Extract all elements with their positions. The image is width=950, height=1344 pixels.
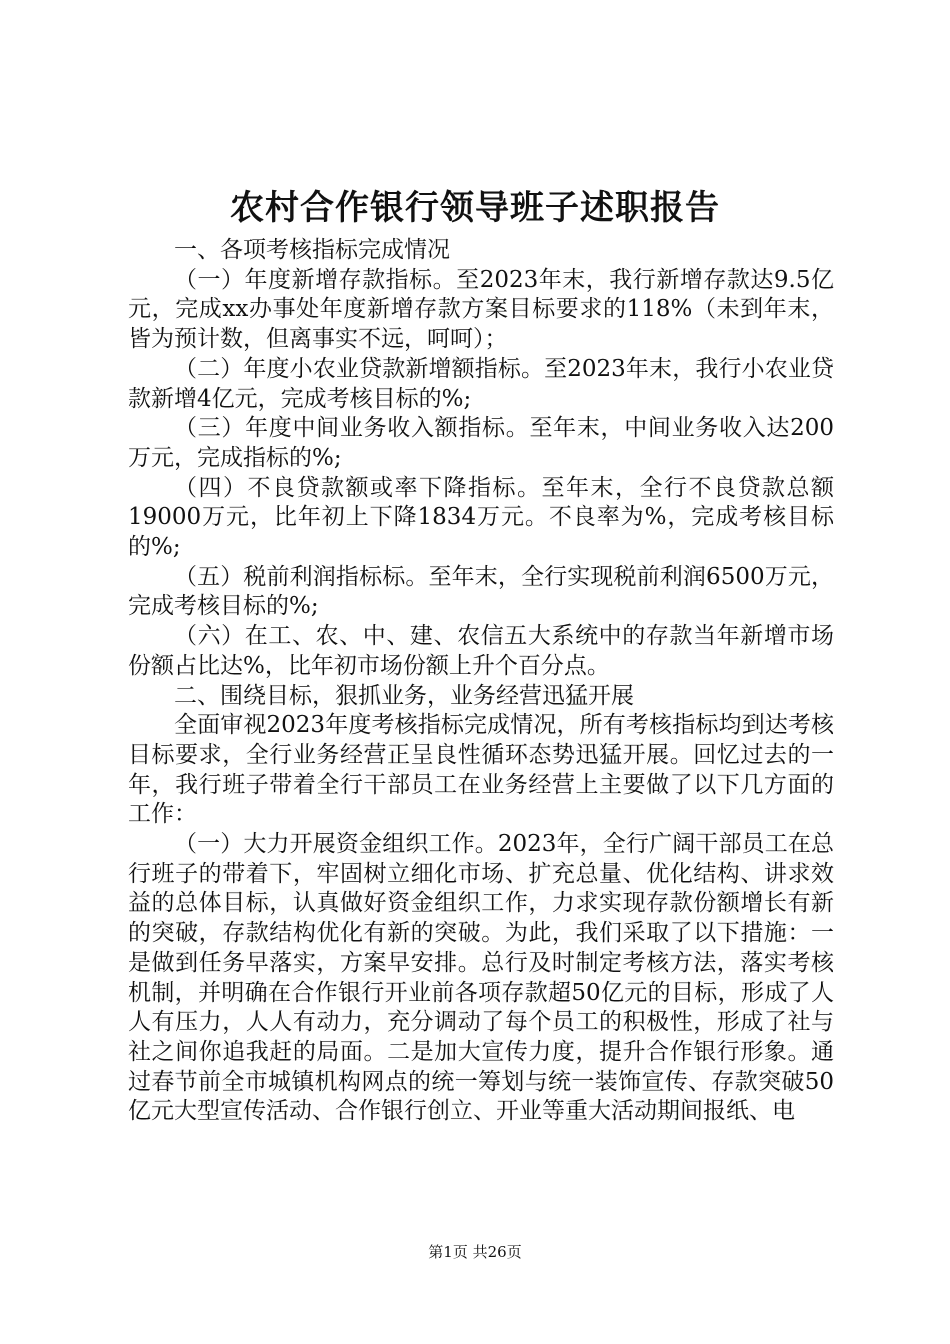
page-number-footer: 第1页 共26页 [428, 1243, 522, 1261]
section-heading-1: 一、各项考核指标完成情况 [174, 237, 450, 263]
paragraph-agri-loan-target: （二）年度小农业贷款新增额指标。至2023年末，我行小农业贷款新增4亿元，完成考核目标的%; [128, 355, 834, 412]
paragraph-bad-loan: （四）不良贷款额或率下降指标。至年末，全行不良贷款总额19000万元，比年初上下降1834万元。不良率为%，完成考核目标的%; [128, 474, 834, 561]
paragraph-deposit-target: （一）年度新增存款指标。至2023年末，我行新增存款达9.5亿元，完成xx办事处年度新增存款方案目标要求的118%（未到年末，皆为预计数，但离事实不远，呵呵）； [128, 266, 834, 353]
document-title: 农村合作银行领导班子述职报告 [230, 188, 720, 228]
paragraph-review: 全面审视2023年度考核指标完成情况，所有考核指标均到达考核目标要求，全行业务经营正呈良性循环态势迅猛开展。回忆过去的一年，我行班子带着全行干部员工在业务经营上主要做了以下几方面的工作： [128, 712, 834, 828]
paragraph-pretax-profit: （五）税前利润指标标。至年末，全行实现税前利润6500万元，完成考核目标的%; [128, 563, 834, 620]
paragraph-fund-organization: （一）大力开展资金组织工作。2023年，全行广阔干部员工在总行班子的带着下，牢固树立细化市场、扩充总量、优化结构、讲求效益的总体目标，认真做好资金组织工作，力求实现存款份额增长有新的突破，存款结构优化有新的突破。为此，我们采取了以下措施：一是做到任务早落实，方案早安排。总行及时制定考核方法，落实考核机制，并明确在合作银行开业前各项存款超50亿元的目标，形成了人人有压力，人人有动力，充分调动了每个员工的积极性，形成了社与社之间你追我赶的局面。二是加大宣传力度，提升合作银行形象。通过春节前全市城镇机构网点的统一筹划与统一装饰宣传、存款突破50亿元大型宣传活动、合作银行创立、开业等重大活动期间报纸、电 [128, 831, 834, 1125]
paragraph-market-share: （六）在工、农、中、建、农信五大系统中的存款当年新增市场份额占比达%，比年初市场份额上升个百分点。 [128, 623, 834, 679]
paragraph-intermediate-income: （三）年度中间业务收入额指标。至年末，中间业务收入达200万元，完成指标的%; [128, 415, 834, 471]
document-body [128, 236, 834, 1127]
section-heading-2: 二、围绕目标，狠抓业务，业务经营迅猛开展 [174, 682, 634, 709]
